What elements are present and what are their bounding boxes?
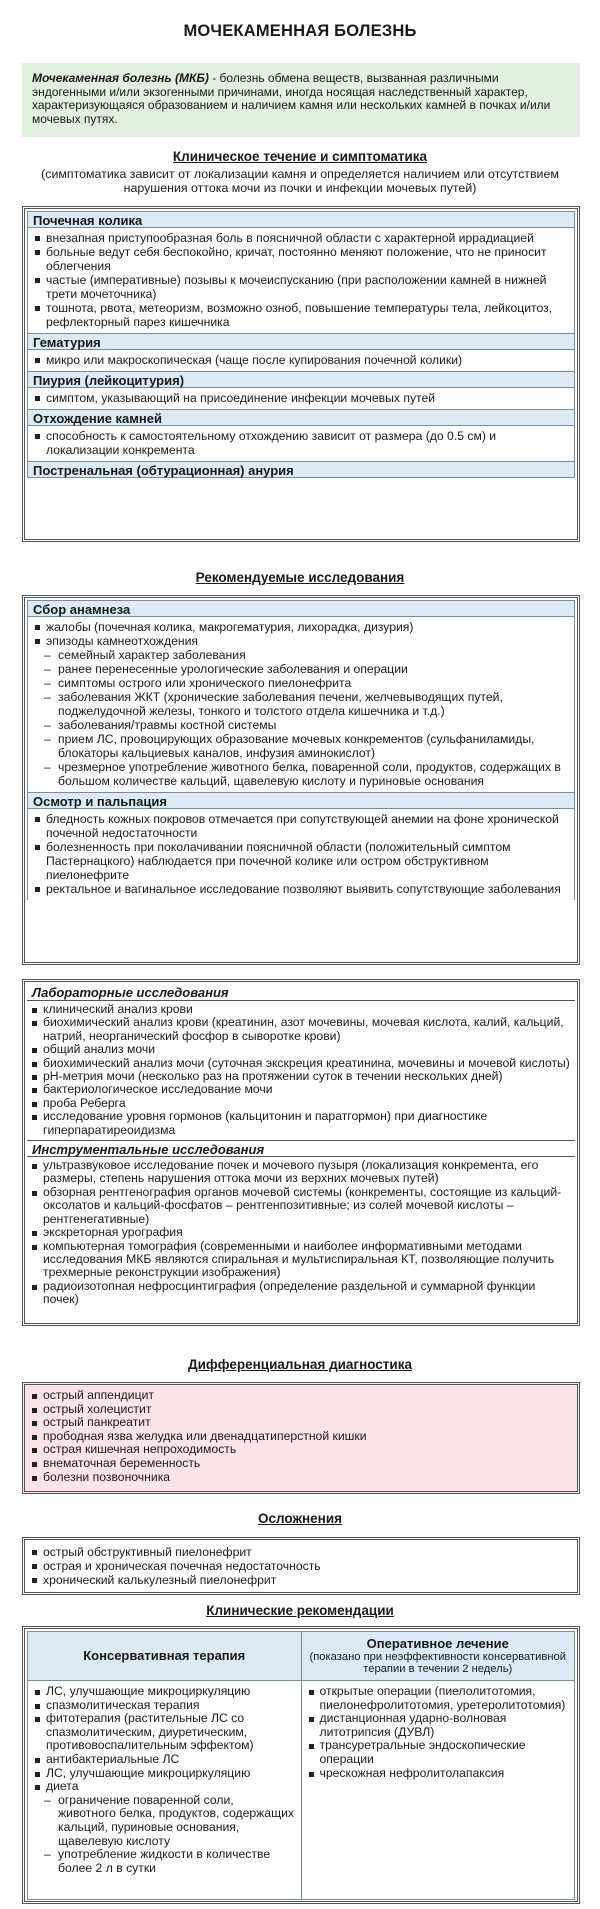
- list-item: прободная язва желудка или двенадцатиперстной кишки: [31, 1430, 571, 1444]
- list-item: обзорная рентгенография органов мочевой системы (конкременты, состоящие из кальций-оксолатов и кальций-фосфатов – рентгенпозитивные; из солей мочевой кислоты – рентгенегативные): [31, 1186, 571, 1226]
- group-head: Лабораторные исследования: [27, 984, 575, 1001]
- sub-item: – прием ЛС, провоцирующих образование мочевых конкрементов (сульфаниламиды, блокаторы кальциевых каналов, инфузия аминокислот): [34, 732, 568, 760]
- group-anuria: [27, 461, 575, 478]
- operative-cell: [301, 1681, 575, 1900]
- group-head: Отхождение камней: [27, 409, 575, 426]
- lab-instr-box: [22, 979, 580, 1326]
- operative-head-title: Оперативное лечение: [366, 1636, 509, 1651]
- recs-box: [22, 1626, 580, 1904]
- sub-item: – ранее перенесенные урологические заболевания и операции: [34, 662, 568, 676]
- list-item: чрескожная нефролитолапаксия: [308, 1767, 569, 1781]
- list-item: клинический анализ крови: [31, 1003, 571, 1016]
- list-item: микро или макроскопическая (чаще после купирования почечной колики): [34, 353, 568, 367]
- sub-item: – употребление жидкости в количестве более 2 л в сутки: [34, 1848, 295, 1875]
- definition-text: - болезнь обмена веществ, вызванная различными эндогенными и/или экзогенными причинами, иногда носящая наследственный характер, характеризующаяся образованием и наличием камня или нескольких камней в почках и/или мочевых путях.: [32, 71, 551, 126]
- list-item: бактериологическое исследование мочи: [31, 1083, 571, 1096]
- anamnesis-exam-box: [22, 595, 580, 965]
- list-item: острый аппендицит: [31, 1389, 571, 1403]
- list-item: эпизоды камнеотхождения: [34, 634, 568, 648]
- list-item: тошнота, рвота, метеоризм, возможно озноб, повышение температуры тела, лейкоцитоз, рефлекторный парез кишечника: [34, 301, 568, 329]
- recs-section-title: Клинические рекомендации: [206, 1603, 394, 1618]
- group-hematuria: [27, 333, 575, 371]
- list-item: трансуретральные эндоскопические операции: [308, 1739, 569, 1766]
- list-item: экскреторная урография: [31, 1226, 571, 1239]
- group-stone-passage: [27, 409, 575, 461]
- list-item: больные ведут себя беспокойно, кричат, постоянно меняют положение, что не приносит облегчения: [34, 245, 568, 273]
- conservative-cell: [28, 1681, 302, 1900]
- group-head: Инструментальные исследования: [27, 1140, 575, 1157]
- sub-item: – заболевания ЖКТ (хронические заболевания печени, желчевыводящих путей, поджелудочной железы, тонкого и толстого отдела кишечника и т.д.): [34, 690, 568, 718]
- list-item: компьютерная томография (современными и наиболее информативными методами исследования МКБ являются спиральная и мультиспиральная КТ, позволяющие получить трехмерные реконструкции изображения): [31, 1240, 571, 1280]
- sub-item: – семейный характер заболевания: [34, 648, 568, 662]
- list-item: pH-метрия мочи (несколько раз на протяжении суток в течении нескольких дней): [31, 1070, 571, 1083]
- list-item: спазмолитическая терапия: [34, 1699, 295, 1713]
- list-item: ЛС, улучшающие микроциркуляцию: [34, 1685, 295, 1699]
- list-item: дистанционная ударно-волновая литотрипсия (ДУВЛ): [308, 1712, 569, 1739]
- page-title: МОЧЕКАМЕННАЯ БОЛЕЗНЬ: [183, 22, 417, 40]
- group-pyuria: [27, 371, 575, 409]
- clinical-box: [22, 206, 580, 542]
- group-head: Постренальная (обтурационная) анурия: [27, 461, 575, 478]
- diff-box: [22, 1382, 580, 1494]
- list-item: острая и хроническая почечная недостаточность: [31, 1559, 571, 1573]
- sub-item: – ограничение поваренной соли, животного белка, продуктов, содержащих кальций, пуриновые основания, щавелевую кислоту: [34, 1794, 295, 1848]
- list-item: общий анализ мочи: [31, 1043, 571, 1056]
- list-item: ЛС, улучшающие микроциркуляцию: [34, 1767, 295, 1781]
- sub-item: – чрезмерное употребление животного белка, поваренной соли, продуктов, содержащих в большом количестве кальций, щавелевую кислоту и пуриновые основания: [34, 760, 568, 788]
- sub-item: – заболевания/травмы костной системы: [34, 718, 568, 732]
- group-head: Почечная колика: [27, 211, 575, 228]
- list-item: диета: [34, 1780, 295, 1794]
- group-exam: [27, 792, 575, 900]
- list-item: исследование уровня гормонов (кальцитонин и паратгормон) при диагностике гиперпаратиреоидизма: [31, 1110, 571, 1137]
- list-item: острый обструктивный пиелонефрит: [31, 1545, 571, 1559]
- list-item: частые (императивные) позывы к мочеиспусканию (при расположении камней в нижней трети мочеточника): [34, 273, 568, 301]
- group-head: Осмотр и пальпация: [27, 792, 575, 809]
- sub-item: – симптомы острого или хронического пиелонефрита: [34, 676, 568, 690]
- group-anamnesis: [27, 600, 575, 792]
- list-item: болезни позвоночника: [31, 1471, 571, 1485]
- recs-table: [27, 1631, 575, 1900]
- list-item: острая кишечная непроходимость: [31, 1443, 571, 1457]
- operative-head-note: (показано при неэффективности консервативной терапии в течении 2 недель): [309, 1651, 566, 1675]
- research-section-title: Рекомендуемые исследования: [195, 570, 405, 585]
- list-item: открытые операции (пиелолитотомия, пиелонефролитотомия, уретеролитотомия): [308, 1685, 569, 1712]
- list-item: болезненность при поколачивании поясничной области (положительный симптом Пастернацкого) наблюдается при почечной колике или остром обструктивном пиелонефрите: [34, 840, 568, 882]
- compl-box: [22, 1537, 580, 1595]
- list-item: жалобы (почечная колика, макрогематурия, лихорадка, дизурия): [34, 620, 568, 634]
- clinical-section-subtitle: (симптоматика зависит от локализации камня и определяется наличием или отсутствием нарушения оттока мочи из почки и инфекции мочевых путей): [41, 167, 559, 195]
- compl-section-title: Осложнения: [257, 1511, 343, 1526]
- list-item: антибактериальные ЛС: [34, 1753, 295, 1767]
- list-item: ректальное и вагинальное исследование позволяют выявить сопутствующие заболевания: [34, 882, 568, 896]
- conservative-head: Консервативная терапия: [28, 1632, 302, 1681]
- list-item: ультразвуковое исследование почек и мочевого пузыря (локализация конкремента, его размеры, степень нарушения оттока мочи из верхних мочевых путей): [31, 1159, 571, 1186]
- list-item: хронический калькулезный пиелонефрит: [31, 1573, 571, 1587]
- definition-term: Мочекаменная болезнь (МКБ): [32, 71, 209, 85]
- list-item: острый панкреатит: [31, 1416, 571, 1430]
- list-item: острый холецистит: [31, 1403, 571, 1417]
- group-head: Пиурия (лейкоцитурия): [27, 371, 575, 388]
- list-item: биохимический анализ мочи (суточная экскреция креатинина, мочевины и мочевой кислоты): [31, 1057, 571, 1070]
- list-item: внематочная беременность: [31, 1457, 571, 1471]
- list-item: биохимический анализ крови (креатинин, азот мочевины, мочевая кислота, калий, кальций, натрий, неорганический фосфор в сыворотке крови): [31, 1016, 571, 1043]
- clinical-section-title: Клиническое течение и симптоматика: [172, 149, 428, 164]
- list-item: внезапная приступообразная боль в поясничной области с характерной иррадиацией: [34, 231, 568, 245]
- list-item: радиоизотопная нефросцинтиграфия (определение раздельной и суммарной функции почек): [31, 1280, 571, 1307]
- list-item: симптом, указывающий на присоединение инфекции мочевых путей: [34, 391, 568, 405]
- list-item: проба Реберга: [31, 1097, 571, 1110]
- operative-head: [301, 1632, 575, 1681]
- list-item: способность к самостоятельному отхождению зависит от размера (до 0.5 см) и локализации конкремента: [34, 429, 568, 457]
- definition-box: [22, 63, 580, 137]
- group-head: Гематурия: [27, 333, 575, 350]
- group-instr: [27, 1140, 575, 1309]
- list-item: фитотерапия (растительные ЛС со спазмолитическим, диуретическим, противовоспалительным эффектом): [34, 1712, 295, 1753]
- group-head: Сбор анамнеза: [27, 600, 575, 617]
- list-item: бледность кожных покровов отмечается при сопутствующей анемии на фоне хронической почечной недостаточности: [34, 812, 568, 840]
- diff-section-title: Дифференциальная диагностика: [188, 1357, 412, 1372]
- group-lab: [27, 984, 575, 1140]
- group-renal-colic: [27, 211, 575, 333]
